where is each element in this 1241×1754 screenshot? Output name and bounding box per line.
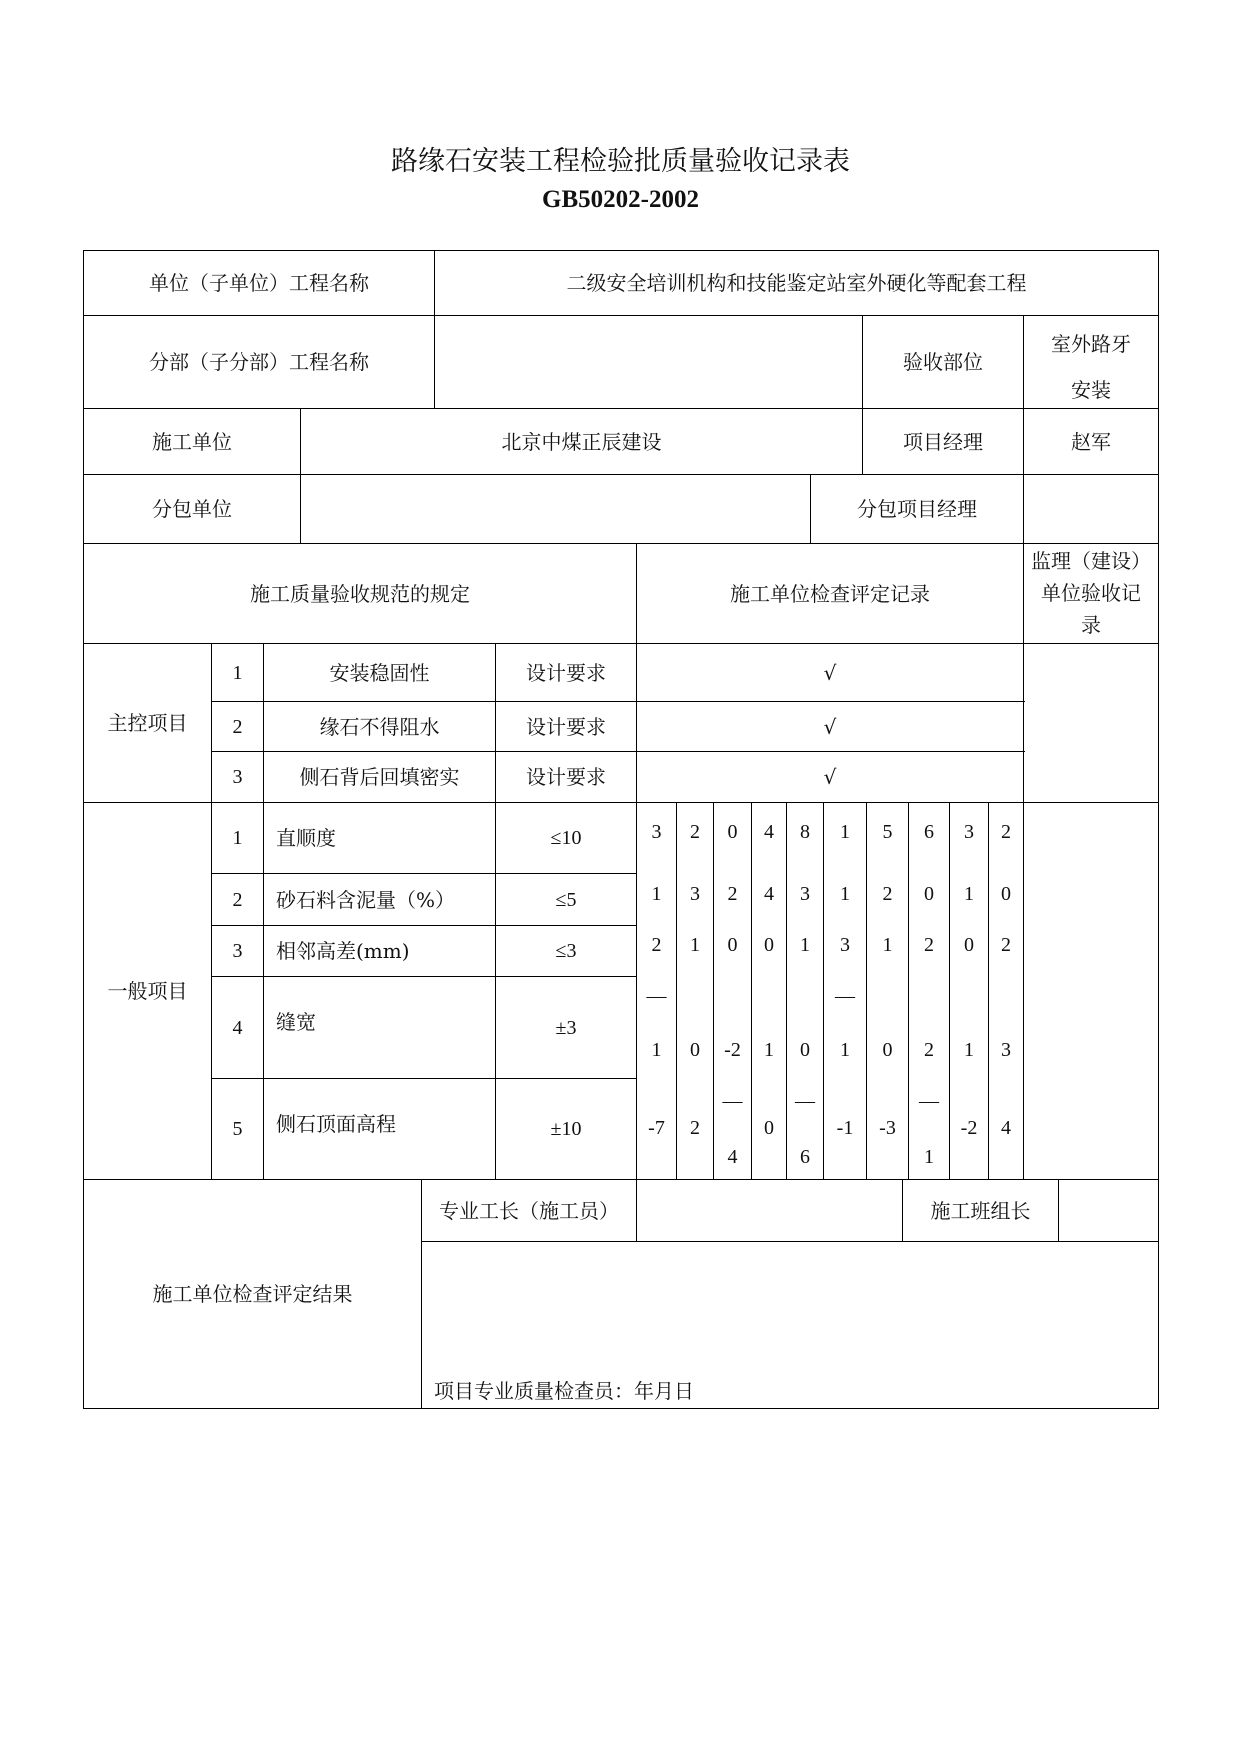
main-item-check-mark: √ [823, 660, 837, 685]
measurement-value: 1 [840, 883, 850, 905]
measurement-value: -7 [648, 1117, 665, 1139]
general-item-tolerance: ±3 [555, 1016, 577, 1039]
measurement-value: 2 [924, 1039, 934, 1061]
measurement-value: 0 [964, 934, 974, 956]
general-item-tolerance: ≤5 [555, 888, 577, 911]
construction-unit-label: 施工单位 [152, 429, 232, 454]
measurement-value: 3 [840, 934, 850, 956]
measurement-value: 4 [1001, 1117, 1011, 1139]
measurement-value: — [919, 1090, 939, 1112]
measurement-value: 5 [882, 821, 893, 843]
measurement-value: 2 [690, 821, 700, 843]
measurement-value: 3 [964, 821, 974, 843]
supervisor-heading-line1: 监理（建设） [1031, 549, 1151, 573]
measurement-value: 2 [651, 934, 662, 956]
general-item-tolerance: ≤3 [555, 940, 577, 962]
general-item-no: 5 [232, 1118, 243, 1140]
general-item-no: 3 [232, 940, 243, 962]
acceptance-part-value-line1: 室外路牙 [1051, 332, 1131, 356]
measurement-value: 2 [690, 1117, 700, 1139]
main-item-no: 2 [232, 715, 243, 738]
main-item-check-mark: √ [823, 714, 837, 739]
measurement-value: 1 [690, 934, 700, 956]
project-manager-value: 赵军 [1071, 429, 1111, 454]
measurement-value: 3 [800, 883, 810, 905]
measurement-value: 1 [924, 1146, 934, 1168]
subcontractor-label: 分包单位 [152, 497, 232, 521]
main-item-requirement: 设计要求 [526, 660, 606, 685]
measurement-value: 0 [727, 821, 738, 843]
measurement-value: 0 [924, 883, 934, 905]
general-group-label: 一般项目 [107, 979, 188, 1003]
acceptance-part-value-line2: 安装 [1071, 378, 1111, 402]
general-item-name: 侧石顶面高程 [276, 1112, 396, 1136]
spec-column-heading: 施工质量验收规范的规定 [250, 581, 470, 606]
measurement-value: 3 [651, 821, 662, 843]
measurement-value: 1 [964, 1039, 974, 1061]
measurement-value: — [835, 985, 855, 1007]
supervisor-heading-line3: 录 [1081, 613, 1101, 637]
foreman-value [637, 1180, 902, 1241]
measurement-value: 0 [1001, 883, 1011, 905]
measurement-value: 4 [727, 1146, 738, 1168]
measurement-value: -2 [724, 1039, 741, 1061]
quality-inspector-signature-line: 项目专业质量检查员：年月日 [434, 1379, 694, 1403]
main-item-check-mark: √ [823, 765, 837, 789]
measurement-value: 1 [764, 1039, 774, 1061]
sub-project-name-label: 分部（子分部）工程名称 [149, 350, 369, 374]
main-item-name: 安装稳固性 [329, 660, 430, 685]
measurement-value: 6 [800, 1146, 810, 1168]
measurement-value: -3 [879, 1117, 896, 1139]
measurement-value: -1 [836, 1117, 854, 1139]
team-leader-label: 施工班组长 [930, 1198, 1031, 1223]
acceptance-part-label: 验收部位 [903, 350, 983, 374]
measurement-value: 4 [764, 821, 774, 843]
main-item-name: 缘石不得阻水 [319, 714, 440, 739]
unit-project-name-value: 二级安全培训机构和技能鉴定站室外硬化等配套工程 [566, 271, 1027, 295]
standard-code: GB50202-2002 [542, 186, 699, 213]
measurement-value: 2 [727, 883, 738, 905]
construction-unit-value: 北京中煤正辰建设 [501, 429, 662, 454]
measurement-value: -2 [960, 1117, 978, 1139]
measurement-value: 4 [764, 883, 774, 905]
measurement-value: 0 [882, 1039, 893, 1061]
measurement-value: 2 [924, 934, 934, 956]
subcontractor-value [301, 475, 810, 543]
measurement-value: 3 [690, 883, 700, 905]
general-item-name: 相邻高差(mm) [276, 939, 410, 963]
general-item-no: 1 [232, 827, 243, 849]
measurement-value: 2 [882, 883, 893, 905]
measurement-value: 0 [727, 934, 738, 956]
measurement-value: 0 [764, 1117, 774, 1139]
unit-project-name-label: 单位（子单位）工程名称 [149, 271, 369, 295]
measurement-value: 8 [800, 821, 810, 843]
main-control-group-label: 主控项目 [107, 711, 188, 735]
general-item-tolerance: ±10 [550, 1118, 582, 1140]
foreman-label: 专业工长（施工员） [439, 1198, 619, 1223]
measurement-value: 2 [1001, 821, 1011, 843]
general-item-name: 砂石料含泥量（%） [276, 887, 456, 912]
main-item-requirement: 设计要求 [526, 765, 606, 789]
measurement-value: 1 [964, 883, 974, 905]
general-item-no: 2 [232, 888, 243, 911]
general-item-no: 4 [232, 1016, 243, 1039]
measurement-value: — [795, 1090, 815, 1112]
page-title: 路缘石安装工程检验批质量验收记录表 [391, 146, 850, 177]
measurement-value: 6 [924, 821, 934, 843]
measurement-value: — [646, 985, 667, 1007]
measurement-value: 1 [800, 934, 810, 956]
general-item-tolerance: ≤10 [550, 827, 582, 849]
team-leader-value [1059, 1180, 1158, 1241]
supervisor-heading-line2: 单位验收记 [1041, 581, 1141, 605]
main-item-name: 侧石背后回填密实 [299, 765, 460, 789]
sub-project-name-value [435, 316, 862, 408]
measurement-value: — [722, 1090, 743, 1112]
measurement-value: 1 [651, 883, 662, 905]
sub-project-manager-label: 分包项目经理 [857, 497, 977, 521]
measurement-value: 0 [800, 1039, 810, 1061]
measurement-value: 1 [840, 1039, 850, 1061]
sub-project-manager-value [1024, 475, 1158, 543]
measurement-value: 2 [1001, 934, 1011, 956]
main-item-no: 3 [232, 766, 243, 788]
general-item-name: 缝宽 [276, 1010, 316, 1034]
main-item-requirement: 设计要求 [526, 714, 606, 739]
record-column-heading: 施工单位检查评定记录 [730, 581, 930, 606]
project-manager-label: 项目经理 [903, 429, 983, 454]
main-item-no: 1 [232, 661, 243, 684]
measurement-value: 1 [651, 1039, 662, 1061]
construction-result-label: 施工单位检查评定结果 [152, 1282, 353, 1306]
general-item-name: 直顺度 [276, 826, 336, 850]
measurement-value: 3 [1001, 1039, 1011, 1061]
measurement-value: 1 [882, 934, 893, 956]
measurement-value: 1 [840, 821, 850, 843]
measurement-value: 0 [690, 1039, 700, 1061]
measurement-value: 0 [764, 934, 774, 956]
